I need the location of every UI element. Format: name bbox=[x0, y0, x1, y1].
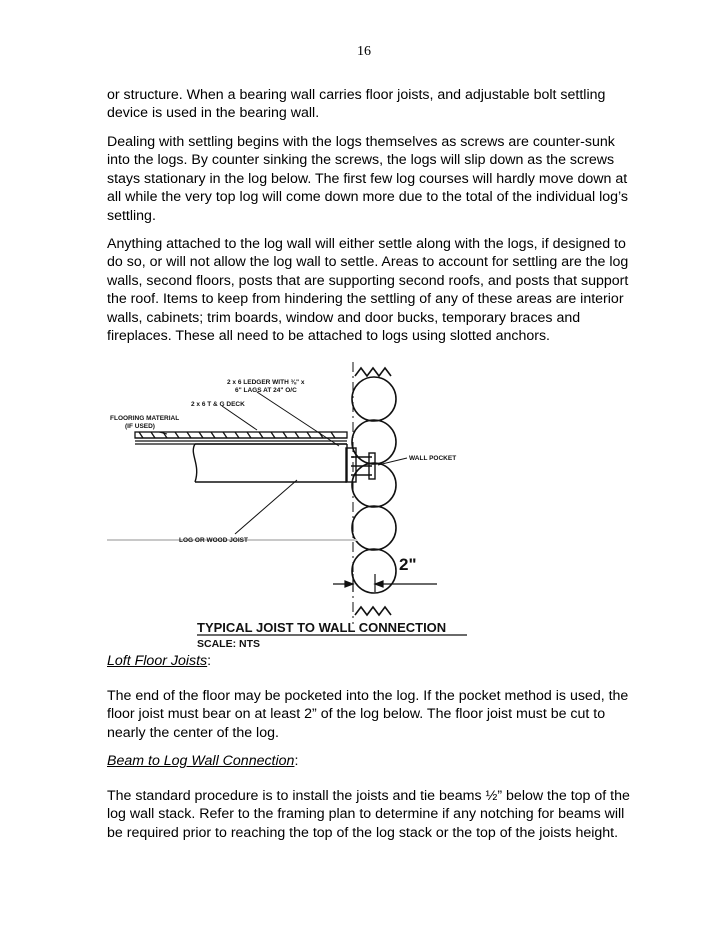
heading-loft-colon: : bbox=[207, 653, 212, 669]
label-wall-pocket: WALL POCKET bbox=[409, 455, 457, 462]
page-number: 16 bbox=[357, 44, 371, 59]
heading-beam-text: Beam to Log Wall Connection bbox=[107, 753, 295, 769]
paragraph-log-settling: Dealing with settling begins with the logs themselves as screws are counter-sunk into the logs. By counter sinking the screws, the logs will slip down as the screws stays stationary in the log below. The first few log courses will hardly move down at all while the very top log will come down more due to the total of the individual log’s settling. bbox=[107, 134, 629, 224]
label-deck: 2 x 6 T & G DECK bbox=[191, 401, 245, 408]
joist bbox=[193, 444, 347, 482]
label-flooring-line-1: FLOORING MATERIAL bbox=[110, 415, 180, 422]
paragraph-standard-procedure: The standard procedure is to install the joists and tie beams ½” below the top of the log wall stack. Refer to the framing plan to determine if any notching for beams will be required prior to reaching the top of the log stack or the top of the joists height. bbox=[107, 788, 630, 841]
paragraph-settling-device: or structure. When a bearing wall carries floor joists, and adjustable bolt settling device is used in the bearing wall. bbox=[107, 87, 606, 122]
heading-loft-floor-joists bbox=[107, 652, 211, 670]
label-ledger-line-1: 2 x 6 LEDGER WITH ⅜" x bbox=[227, 379, 305, 386]
joist-to-wall-diagram bbox=[107, 362, 507, 650]
figure-scale: SCALE: NTS bbox=[197, 638, 260, 650]
paragraph-attachments: Anything attached to the log wall will either settle along with the logs, if designed to do so, or will not allow the log wall to settle. Areas to account for settling are the log walls, second floors, posts that are supporting second roofs, and posts that support the roof. Items to keep from hindering the settling of any of these areas are interior walls, cabinets; trim boards, window and door bucks, temporary braces and fireplaces. These all need to be attached to logs using slotted anchors. bbox=[107, 236, 629, 345]
log-wall bbox=[352, 368, 396, 615]
figure-title: TYPICAL JOIST TO WALL CONNECTION bbox=[197, 620, 447, 635]
heading-beam-to-log-wall bbox=[107, 752, 298, 770]
label-dimension: 2" bbox=[399, 555, 417, 574]
paragraph-pocket-method: The end of the floor may be pocketed into the log. If the pocket method is used, the floor joist must bear on at least 2” of the log below. The floor joist must be cut to nearly the center of the log. bbox=[107, 688, 629, 741]
wall-pocket bbox=[346, 448, 375, 482]
label-log-or-wood-joist: LOG OR WOOD JOIST bbox=[179, 537, 248, 544]
heading-beam-colon: : bbox=[294, 753, 299, 769]
label-flooring-line-2: (IF USED) bbox=[125, 423, 155, 430]
label-ledger-line-2: 6" LAGS AT 24" O/C bbox=[235, 387, 297, 394]
heading-loft-text: Loft Floor Joists bbox=[107, 653, 208, 669]
